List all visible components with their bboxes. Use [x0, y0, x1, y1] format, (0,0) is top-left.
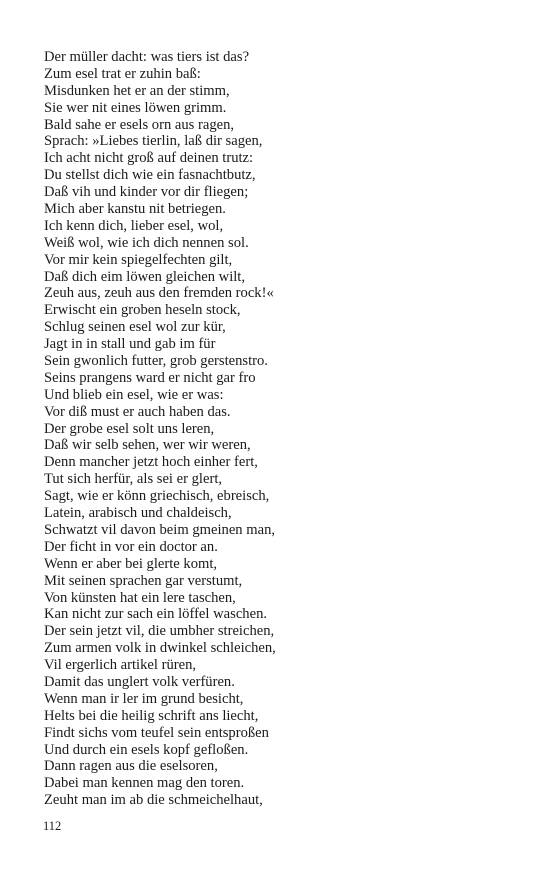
verse-line: Sein gwonlich futter, grob gerstenstro.	[44, 353, 268, 370]
verse-line: Zeuht man im ab die schmeichelhaut,	[44, 792, 263, 809]
verse-line: Und blieb ein esel, wie er was:	[44, 386, 224, 403]
verse-line: Tut sich herfür, als sei er glert,	[44, 471, 223, 488]
verse-line: Schwatzt vil davon beim gmeinen man,	[44, 521, 276, 538]
verse-line: Sagt, wie er könn griechisch, ebreisch,	[44, 488, 270, 505]
verse-line: Ich acht nicht groß auf deinen trutz:	[44, 150, 254, 167]
verse-line: Vor mir kein spiegelfechten gilt,	[44, 251, 233, 268]
verse-line: Denn mancher jetzt hoch einher fert,	[44, 454, 258, 471]
verse-line: Von künsten hat ein lere taschen,	[44, 589, 236, 606]
verse-line: Seins prangens ward er nicht gar fro	[44, 369, 256, 386]
verse-line: Damit das unglert volk verfüren.	[44, 673, 235, 690]
verse-line: Bald sahe er esels orn aus ragen,	[44, 116, 235, 133]
verse-line: Vil ergerlich artikel rüren,	[44, 657, 197, 674]
verse-line: Vor diß must er auch haben das.	[44, 403, 231, 420]
verse-line: Und durch ein esels kopf gefloßen.	[44, 741, 249, 758]
verse-line: Latein, arabisch und chaldeisch,	[44, 505, 232, 522]
verse-line: Du stellst dich wie ein fasnachtbutz,	[44, 167, 256, 184]
verse-line: Der müller dacht: was tiers ist das?	[44, 49, 250, 65]
verse-line: Weiß wol, wie ich dich nennen sol.	[44, 234, 249, 251]
verse-line: Zeuh aus, zeuh aus den fremden rock!«	[44, 285, 274, 302]
verse-line: Sprach: »Liebes tierlin, laß dir sagen,	[44, 133, 263, 150]
verse-line: Der grobe esel solt uns leren,	[44, 420, 215, 437]
verse-line: Zum armen volk in dwinkel schleichen,	[44, 640, 276, 657]
verse-line: Dabei man kennen mag den toren.	[44, 775, 245, 792]
verse-line: Mit seinen sprachen gar verstumt,	[44, 572, 243, 589]
verse-line: Schlug seinen esel wol zur kür,	[44, 319, 226, 336]
verse-line: Ich kenn dich, lieber esel, wol,	[44, 217, 224, 234]
verse-line: Der sein jetzt vil, die umbher streichen,	[44, 623, 275, 640]
verse-line: Jagt in in stall und gab im für	[44, 336, 216, 353]
verse-line: Erwischt ein groben heseln stock,	[44, 302, 241, 319]
verse-line: Der ficht in vor ein doctor an.	[44, 538, 218, 555]
verse-line: Daß vih und kinder vor dir fliegen;	[44, 184, 249, 201]
verse-line: Findt sichs vom teufel sein entsproßen	[44, 724, 269, 741]
verse-line: Wenn er aber bei glerte komt,	[44, 555, 218, 572]
verse-line: Zum esel trat er zuhin baß:	[44, 65, 201, 82]
verse-line: Wenn man ir ler im grund besicht,	[44, 690, 244, 707]
verse-line: Sie wer nit eines löwen grimm.	[44, 99, 227, 116]
page-number: 112	[43, 819, 62, 833]
verse-line: Daß wir selb sehen, wer wir weren,	[44, 437, 251, 454]
verse-line: Mich aber kanstu nit betriegen.	[44, 201, 226, 218]
verse-line: Kan nicht zur sach ein löffel waschen.	[44, 606, 268, 623]
verse-line: Misdunken het er an der stimm,	[44, 82, 230, 99]
verse-line: Dann ragen aus die eselsoren,	[44, 758, 218, 775]
verse-line: Daß dich eim löwen gleichen wilt,	[44, 268, 246, 285]
verse-line: Helts bei die heilig schrift ans liecht,	[44, 707, 259, 724]
poem-text	[44, 49, 524, 809]
